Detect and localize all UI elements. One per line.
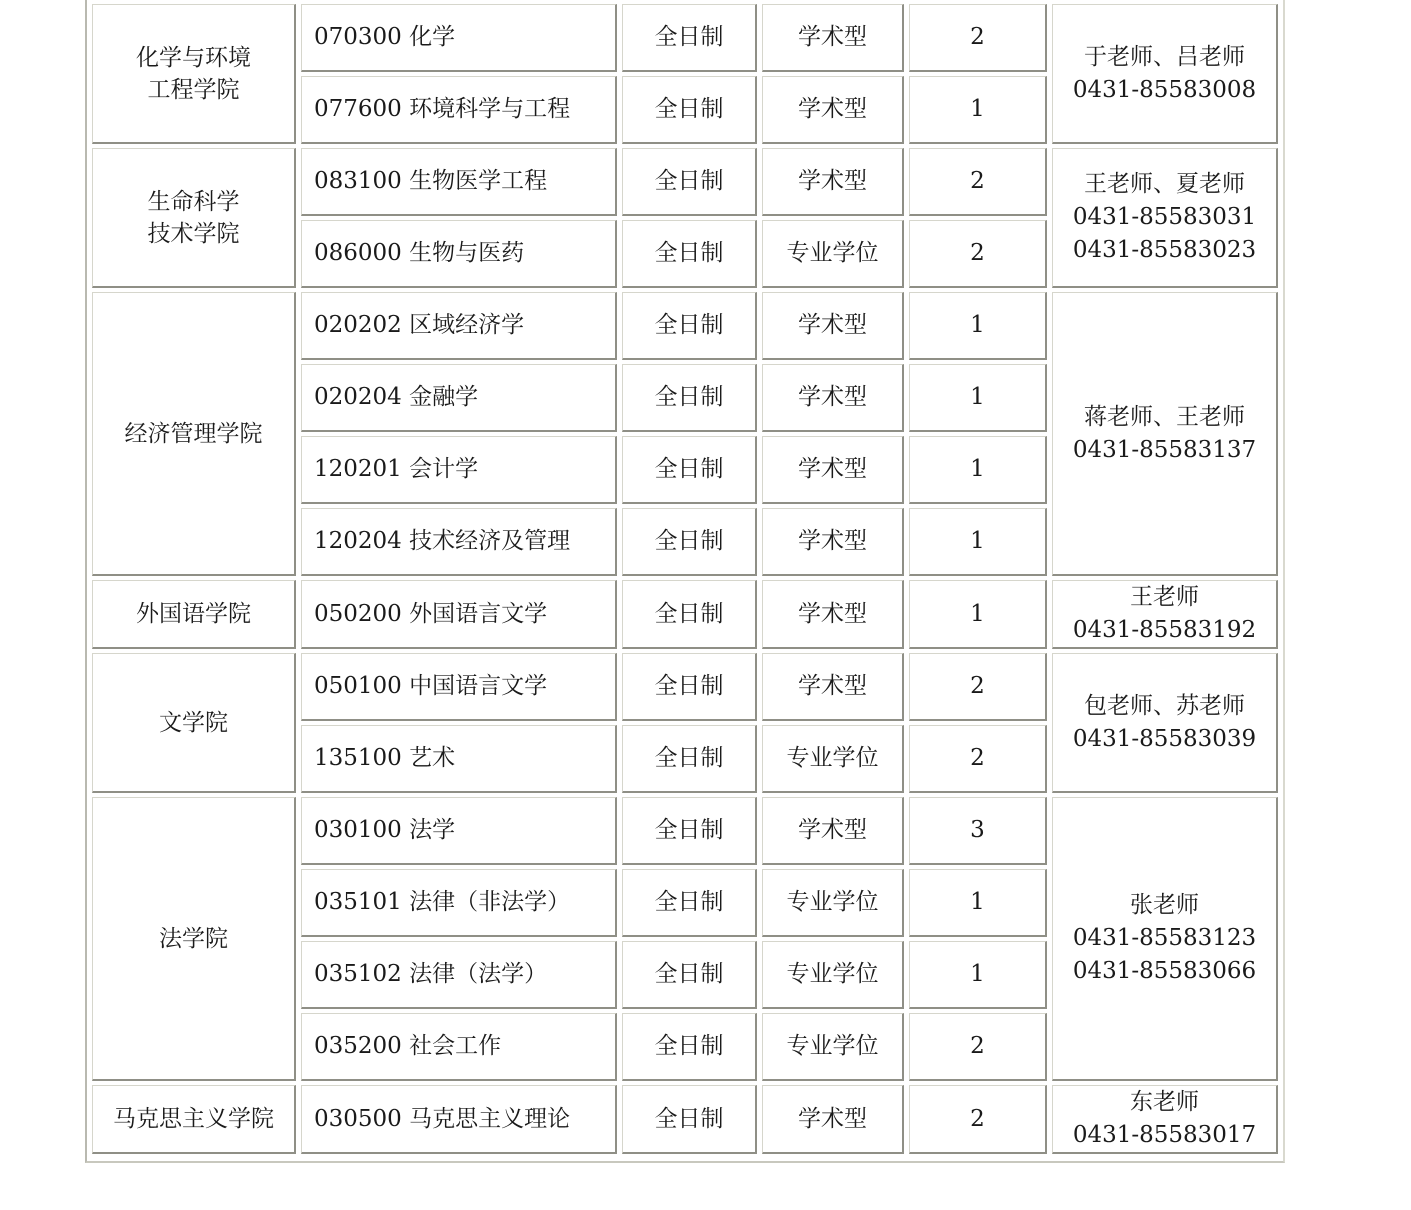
study-mode-cell: 全日制 bbox=[622, 220, 757, 288]
study-mode-cell: 全日制 bbox=[622, 4, 757, 72]
study-mode-cell: 全日制 bbox=[622, 76, 757, 144]
contact-cell bbox=[1052, 1085, 1278, 1154]
study-mode-cell: 全日制 bbox=[622, 869, 757, 937]
study-mode-cell: 全日制 bbox=[622, 436, 757, 504]
degree-type-cell: 专业学位 bbox=[762, 220, 904, 288]
major-cell: 050100 中国语言文学 bbox=[301, 653, 617, 721]
contact-name: 于老师、吕老师 bbox=[1084, 43, 1245, 70]
contact-name: 东老师 bbox=[1130, 1089, 1199, 1115]
degree-type-cell: 专业学位 bbox=[762, 941, 904, 1009]
quota-cell: 2 bbox=[909, 148, 1047, 216]
contact-cell bbox=[1052, 292, 1278, 576]
quota-cell: 1 bbox=[909, 436, 1047, 504]
college-cell bbox=[92, 653, 296, 793]
degree-type-cell: 学术型 bbox=[762, 436, 904, 504]
quota-cell: 1 bbox=[909, 580, 1047, 649]
admissions-table-body bbox=[92, 4, 1278, 1154]
college-cell bbox=[92, 580, 296, 649]
quota-cell: 2 bbox=[909, 1085, 1047, 1154]
college-cell bbox=[92, 1085, 296, 1154]
quota-cell: 1 bbox=[909, 76, 1047, 144]
contact-phone: 0431-85583066 bbox=[1072, 958, 1257, 984]
contact-phone: 0431-85583137 bbox=[1072, 436, 1257, 463]
contact-phone: 0431-85583039 bbox=[1072, 725, 1257, 752]
quota-cell: 1 bbox=[909, 508, 1047, 576]
contact-phone: 0431-85583192 bbox=[1072, 617, 1257, 643]
contact-cell bbox=[1052, 148, 1278, 288]
study-mode-cell: 全日制 bbox=[622, 508, 757, 576]
college-name-line: 马克思主义学院 bbox=[113, 1106, 274, 1132]
study-mode-cell: 全日制 bbox=[622, 364, 757, 432]
study-mode-cell: 全日制 bbox=[622, 653, 757, 721]
table-row bbox=[92, 797, 1278, 865]
quota-cell: 2 bbox=[909, 725, 1047, 793]
study-mode-cell: 全日制 bbox=[622, 1013, 757, 1081]
table-row bbox=[92, 4, 1278, 72]
college-cell bbox=[92, 4, 296, 144]
degree-type-cell: 学术型 bbox=[762, 653, 904, 721]
college-cell bbox=[92, 292, 296, 576]
contact-name: 王老师 bbox=[1130, 584, 1199, 610]
contact-phone: 0431-85583031 bbox=[1072, 204, 1257, 230]
quota-cell: 1 bbox=[909, 364, 1047, 432]
contact-phone: 0431-85583008 bbox=[1072, 76, 1257, 103]
contact-cell bbox=[1052, 797, 1278, 1081]
major-cell: 050200 外国语言文学 bbox=[301, 580, 617, 649]
degree-type-cell: 学术型 bbox=[762, 4, 904, 72]
degree-type-cell: 专业学位 bbox=[762, 869, 904, 937]
study-mode-cell: 全日制 bbox=[622, 797, 757, 865]
major-cell: 035200 社会工作 bbox=[301, 1013, 617, 1081]
major-cell: 030500 马克思主义理论 bbox=[301, 1085, 617, 1154]
quota-cell: 1 bbox=[909, 292, 1047, 360]
table-row bbox=[92, 653, 1278, 721]
quota-cell: 2 bbox=[909, 4, 1047, 72]
degree-type-cell: 学术型 bbox=[762, 1085, 904, 1154]
quota-cell: 2 bbox=[909, 1013, 1047, 1081]
college-cell bbox=[92, 797, 296, 1081]
degree-type-cell: 学术型 bbox=[762, 797, 904, 865]
degree-type-cell: 学术型 bbox=[762, 292, 904, 360]
study-mode-cell: 全日制 bbox=[622, 148, 757, 216]
college-name-line: 外国语学院 bbox=[136, 601, 251, 627]
study-mode-cell: 全日制 bbox=[622, 941, 757, 1009]
contact-name: 张老师 bbox=[1130, 892, 1199, 918]
contact-cell bbox=[1052, 580, 1278, 649]
major-cell: 020202 区域经济学 bbox=[301, 292, 617, 360]
major-cell: 135100 艺术 bbox=[301, 725, 617, 793]
major-cell: 120204 技术经济及管理 bbox=[301, 508, 617, 576]
contact-phone: 0431-85583017 bbox=[1072, 1122, 1257, 1148]
degree-type-cell: 学术型 bbox=[762, 364, 904, 432]
major-cell: 035101 法律（非法学） bbox=[301, 869, 617, 937]
major-cell: 030100 法学 bbox=[301, 797, 617, 865]
quota-cell: 2 bbox=[909, 653, 1047, 721]
college-name-line: 技术学院 bbox=[147, 220, 240, 247]
major-cell: 086000 生物与医药 bbox=[301, 220, 617, 288]
table-row bbox=[92, 1085, 1278, 1154]
college-cell bbox=[92, 148, 296, 288]
major-cell: 120201 会计学 bbox=[301, 436, 617, 504]
degree-type-cell: 专业学位 bbox=[762, 1013, 904, 1081]
contact-name: 蒋老师、王老师 bbox=[1084, 403, 1245, 430]
college-name-line: 化学与环境 bbox=[136, 44, 251, 71]
study-mode-cell: 全日制 bbox=[622, 725, 757, 793]
table-row bbox=[92, 580, 1278, 649]
major-cell: 035102 法律（法学） bbox=[301, 941, 617, 1009]
degree-type-cell: 学术型 bbox=[762, 508, 904, 576]
admissions-table bbox=[87, 0, 1283, 1158]
major-cell: 083100 生物医学工程 bbox=[301, 148, 617, 216]
degree-type-cell: 学术型 bbox=[762, 76, 904, 144]
contact-name: 包老师、苏老师 bbox=[1084, 692, 1245, 719]
study-mode-cell: 全日制 bbox=[622, 292, 757, 360]
contact-cell bbox=[1052, 4, 1278, 144]
major-cell: 077600 环境科学与工程 bbox=[301, 76, 617, 144]
study-mode-cell: 全日制 bbox=[622, 580, 757, 649]
degree-type-cell: 学术型 bbox=[762, 580, 904, 649]
degree-type-cell: 专业学位 bbox=[762, 725, 904, 793]
college-name-line: 文学院 bbox=[159, 709, 228, 736]
contact-name: 王老师、夏老师 bbox=[1084, 171, 1245, 197]
quota-cell: 2 bbox=[909, 220, 1047, 288]
major-cell: 020204 金融学 bbox=[301, 364, 617, 432]
contact-phone: 0431-85583023 bbox=[1072, 237, 1257, 263]
contact-cell bbox=[1052, 653, 1278, 793]
contact-phone: 0431-85583123 bbox=[1072, 925, 1257, 951]
study-mode-cell: 全日制 bbox=[622, 1085, 757, 1154]
quota-cell: 3 bbox=[909, 797, 1047, 865]
college-name-line: 工程学院 bbox=[147, 76, 240, 103]
table-row bbox=[92, 292, 1278, 360]
college-name-line: 经济管理学院 bbox=[124, 420, 263, 447]
degree-type-cell: 学术型 bbox=[762, 148, 904, 216]
college-name-line: 生命科学 bbox=[147, 188, 240, 215]
quota-cell: 1 bbox=[909, 869, 1047, 937]
table-row bbox=[92, 148, 1278, 216]
major-cell: 070300 化学 bbox=[301, 4, 617, 72]
college-name-line: 法学院 bbox=[159, 925, 228, 952]
quota-cell: 1 bbox=[909, 941, 1047, 1009]
